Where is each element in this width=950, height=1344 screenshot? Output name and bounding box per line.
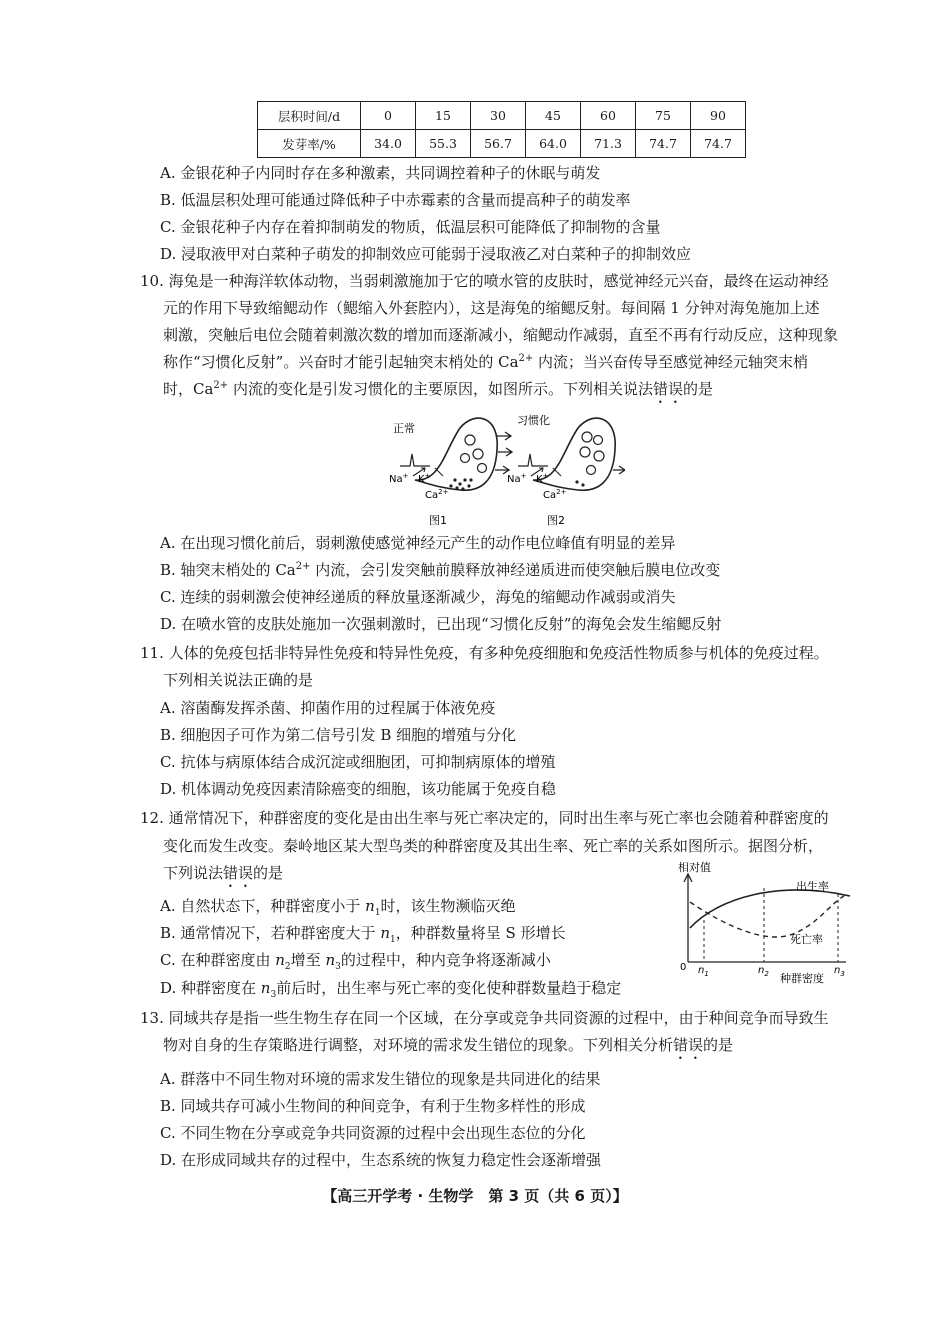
subscript: 3	[840, 970, 845, 978]
synapse-figures	[385, 410, 625, 532]
q12-stem-line-2: 变化而发生改变。秦岭地区某大型鸟类的种群密度及其出生率、死亡率的关系如图所示。据图分析，	[163, 837, 824, 855]
emphasis-error: 错误	[652, 380, 683, 398]
ion-text: Na	[389, 474, 403, 485]
arrow-icon	[435, 468, 443, 476]
q9-option-a: A. 金银花种子内同时存在多种激素，共同调控着种子的休眠与萌发	[160, 164, 601, 182]
ion-text: Ca	[543, 490, 557, 501]
ca-label	[425, 488, 449, 501]
ion-charge: 2+	[438, 488, 449, 496]
q13-text: 物对自身的生存策略进行调整，对环境的需求发生错位的现象。下列相关分析	[163, 1036, 674, 1054]
q10-text: 的是	[682, 380, 713, 398]
table-header-cell: 15	[416, 102, 471, 130]
arrow-icon	[553, 468, 561, 476]
birth-rate-curve	[690, 890, 850, 928]
ion-text: Ca	[425, 490, 439, 501]
ion-text: Na	[507, 474, 521, 485]
q13-stem-line-2	[163, 1035, 733, 1063]
ion-charge: +	[402, 472, 409, 480]
action-potential-icon	[400, 454, 430, 466]
q10-text: 内流的变化是引发习惯化的主要原因，如图所示。下列相关说法	[228, 380, 653, 398]
subscript: 3	[270, 990, 277, 1000]
ion-charge: +	[520, 472, 527, 480]
q10-option-b	[160, 560, 720, 580]
vesicle-icon	[465, 435, 475, 445]
subscript: 1	[704, 970, 709, 978]
na-label	[507, 472, 527, 485]
var-n: n	[380, 924, 391, 942]
var-n: n	[260, 979, 271, 997]
table-header-cell: 90	[691, 102, 746, 130]
var-n: n	[758, 965, 765, 976]
q12-text: 时，该生物濒临灭绝	[380, 897, 516, 915]
n1-label	[698, 965, 709, 978]
q11-stem-line-1: 11. 人体的免疫包括非特异性免疫和特异性免疫，有多种免疫细胞和免疫活性物质参与机体的免疫过程。	[140, 644, 829, 662]
n2-label	[758, 965, 769, 978]
arrow-right-icon	[495, 466, 509, 474]
death-rate-label: 死亡率	[790, 933, 823, 946]
vesicle-icon	[461, 454, 470, 463]
table-cell: 发芽率/%	[258, 130, 361, 158]
fig1-caption: 图1	[429, 514, 447, 527]
arrow-right-icon	[497, 432, 511, 440]
q12-option-c	[160, 950, 551, 970]
q12-text: A. 自然状态下，种群密度小于	[160, 897, 366, 915]
var-n: n	[834, 965, 841, 976]
q12-text: 下列说法	[163, 864, 224, 882]
table-cell: 74.7	[691, 130, 746, 158]
q13-option-a: A. 群落中不同生物对环境的需求发生错位的现象是共同进化的结果	[160, 1070, 601, 1088]
na-label	[389, 472, 409, 485]
q10-text: 内流；当兴奋传导至感觉神经元轴突末梢	[533, 353, 809, 371]
q12-stem-line-1: 12. 通常情况下，种群密度的变化是由出生率与死亡率决定的，同时出生率与死亡率也会随着种群密度的	[140, 809, 829, 827]
table-cell: 55.3	[416, 130, 471, 158]
synapse-figure-2	[507, 413, 625, 527]
emphasis-error: 错误	[673, 1036, 704, 1054]
q12-text: ，种群数量将呈 S 形增长	[395, 924, 566, 942]
birth-rate-label: 出生率	[796, 880, 829, 893]
table-header-cell: 0	[361, 102, 416, 130]
chart-xlabel: 种群密度	[780, 972, 824, 984]
action-potential-icon	[518, 454, 548, 466]
table-row	[258, 102, 746, 130]
table-cell: 64.0	[526, 130, 581, 158]
ion-charge: +	[542, 472, 549, 480]
page-footer: 【高三开学考 · 生物学 第 3 页（共 6 页）】	[322, 1187, 628, 1205]
q12-option-b	[160, 923, 566, 943]
table-header-cell: 30	[471, 102, 526, 130]
n3-label	[834, 965, 845, 978]
vesicle-icon	[594, 436, 603, 445]
origin-label: 0	[680, 962, 687, 973]
ion-text: K	[536, 474, 543, 485]
subscript: 2	[764, 970, 769, 978]
subscript: 2	[284, 962, 291, 972]
q10-option-d: D. 在喷水管的皮肤处施加一次强刺激时，已出现“习惯化反射”的海兔会发生缩鳃反射	[160, 615, 722, 633]
ion-text: K	[418, 474, 425, 485]
q9-option-d: D. 浸取液甲对白菜种子萌发的抑制效应可能弱于浸取液乙对白菜种子的抑制效应	[160, 245, 692, 263]
ca-label	[543, 488, 567, 501]
q9-option-c: C. 金银花种子内存在着抑制萌发的物质，低温层积可能降低了抑制物的含量	[160, 218, 661, 236]
q10-text: 称作“习惯化反射”。兴奋时才能引起轴突末梢处的 Ca	[163, 353, 519, 371]
var-n: n	[698, 965, 705, 976]
fig2-caption: 图2	[547, 514, 565, 527]
subscript: 3	[335, 962, 341, 972]
arrow-right-icon	[498, 448, 512, 456]
q12-option-d	[160, 978, 621, 998]
calcium-dots	[575, 480, 584, 486]
superscript: 2+	[213, 380, 229, 391]
table-header-cell: 60	[581, 102, 636, 130]
emphasis-error: 错误	[223, 864, 254, 882]
q13-option-c: C. 不同生物在分享或竞争共同资源的过程中会出现生态位的分化	[160, 1124, 586, 1142]
q12-text: C. 在种群密度由	[160, 951, 276, 969]
q12-text: B. 通常情况下，若种群密度大于	[160, 924, 381, 942]
vesicle-icon	[580, 447, 590, 457]
q12-text: 前后时，出生率与死亡率的变化使种群数量趋于稳定	[276, 979, 622, 997]
var-n: n	[325, 951, 336, 969]
arrow-right-icon	[613, 466, 625, 474]
q12-stem-line-3	[163, 863, 283, 891]
birth-death-rate-chart	[668, 858, 868, 984]
table-row	[258, 130, 746, 158]
death-rate-curve	[690, 896, 844, 937]
q11-option-c: C. 抗体与病原体结合成沉淀或细胞团，可抑制病原体的增殖	[160, 753, 556, 771]
germination-table	[257, 101, 746, 158]
subscript: 1	[390, 935, 396, 945]
table-header-cell: 75	[636, 102, 691, 130]
q10-stem-line-3: 刺激，突触后电位会随着刺激次数的增加而逐渐减小，缩鳃动作减弱，直至不再有行动反应，这种现象	[163, 326, 839, 344]
table-cell: 34.0	[361, 130, 416, 158]
chart-ylabel: 相对值	[678, 861, 711, 874]
vesicle-icon	[594, 451, 604, 461]
q10-option-a: A. 在出现习惯化前后，弱刺激使感觉神经元产生的动作电位峰值有明显的差异	[160, 534, 676, 552]
vesicle-icon	[582, 432, 592, 442]
ion-charge: +	[424, 472, 431, 480]
q10-stem-line-5	[163, 379, 713, 407]
var-n: n	[275, 951, 285, 969]
fig1-label: 正常	[393, 422, 415, 435]
table-cell: 71.3	[581, 130, 636, 158]
q12-text: D. 种群密度在	[160, 979, 261, 997]
q11-option-b: B. 细胞因子可作为第二信号引发 B 细胞的增殖与分化	[160, 726, 517, 744]
q11-option-a: A. 溶菌酶发挥杀菌、抑菌作用的过程属于体液免疫	[160, 699, 496, 717]
q10-option-c: C. 连续的弱刺激会使神经递质的释放量逐渐减少，海兔的缩鳃动作减弱或消失	[160, 588, 676, 606]
table-header-cell: 层积时间/d	[258, 102, 361, 130]
q10-stem-line-1: 10. 海兔是一种海洋软体动物，当弱刺激施加于它的喷水管的皮肤时，感觉神经元兴奋，最终在运动神经	[140, 272, 829, 290]
q9-option-b: B. 低温层积处理可能通过降低种子中赤霉素的含量而提高种子的萌发率	[160, 191, 631, 209]
q13-text: 的是	[703, 1036, 734, 1054]
fig2-label: 习惯化	[517, 414, 550, 427]
q10-text: B. 轴突末梢处的 Ca	[160, 561, 296, 579]
table-cell: 74.7	[636, 130, 691, 158]
q12-text: 的是	[253, 864, 284, 882]
q12-text: 增至	[290, 951, 326, 969]
vesicle-icon	[473, 449, 483, 459]
q13-option-d: D. 在形成同域共存的过程中，生态系统的恢复力稳定性会逐渐增强	[160, 1151, 602, 1169]
q11-stem-line-2: 下列相关说法正确的是	[163, 671, 314, 689]
q10-text: 时，Ca	[163, 380, 214, 398]
table-header-cell: 45	[526, 102, 581, 130]
subscript: 1	[374, 908, 381, 918]
synapse-figure-1	[389, 418, 512, 527]
var-n: n	[365, 897, 375, 915]
q12-text: 的过程中，种内竞争将逐渐减小	[340, 951, 551, 969]
q13-option-b: B. 同域共存可减小生物间的种间竞争，有利于生物多样性的形成	[160, 1097, 586, 1115]
q11-option-d: D. 机体调动免疫因素清除癌变的细胞，该功能属于免疫自稳	[160, 780, 557, 798]
q12-option-a	[160, 896, 516, 916]
ion-charge: 2+	[556, 488, 567, 496]
q13-stem-line-1: 13. 同域共存是指一些生物生存在同一个区域，在分享或竞争共同资源的过程中，由于种间竞争而导致生	[140, 1009, 829, 1027]
superscript: 2+	[518, 353, 534, 364]
q10-stem-line-2: 元的作用下导致缩鳃动作（鳃缩入外套腔内），这是海兔的缩鳃反射。每间隔 1 分钟对海兔施加上述	[163, 299, 820, 317]
vesicle-icon	[478, 464, 487, 473]
superscript: 2+	[295, 561, 311, 572]
table-cell: 56.7	[471, 130, 526, 158]
q10-stem-line-4	[163, 352, 808, 372]
q10-text: 内流，会引发突触前膜释放神经递质进而使突触后膜电位改变	[310, 561, 721, 579]
vesicle-icon	[587, 466, 596, 475]
